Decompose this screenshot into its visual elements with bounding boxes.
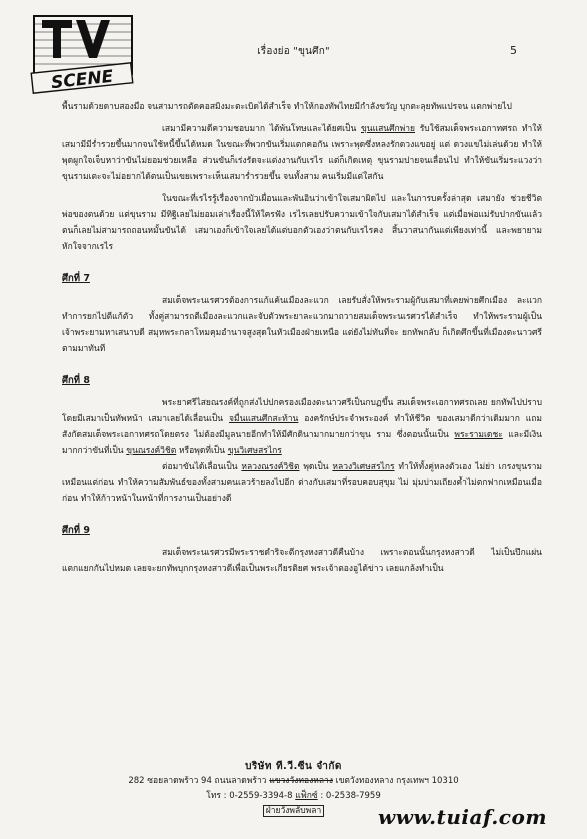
- paragraph: [62, 121, 542, 185]
- text-span: เสมามีความดีความชอบมาก ได้พ้นโทษและได้ยศเป็น: [162, 124, 361, 134]
- watermark: www.tuiaf.com: [378, 805, 547, 829]
- paragraph: สมเด็จพระนเรศวรต้องการแก้แค้นเมืองละแวก เลยรับสั่งให้พระรามผู้กับเสมาที่เคยพ่ายศึกเมือง ละแวก ทำการยกไปตีแก้ตัว ทั้งคู่สามารถตีเมืองละแวกและจับตัวพระยาละแวกมาถวายสมเด็จพระนเรศวรได้สำเร็จ ทำให้พระรามผู้เป็นเจ้าพระยามหาเสนาบดี สมุหพระกลาโหมคุมอำนาจสูงสุดในหัวเมืองฝ่ายเหนือ แต่ยังไม่ทันที่จะ ยกทัพกลับ ก็เกิดศึกขึ้นที่เมืองตะนาวศรีตามมาทันที: [62, 296, 542, 354]
- company-name: บริษัท ที.วี.ซีน จำกัด: [245, 761, 342, 772]
- stamp-text: ฝ่ายวังพลับพลา: [263, 805, 324, 817]
- text-span: พระยาศรีไสยณรงค์ที่ถูกส่งไปปกครองเมืองตะนาวศรีเป็นกบฏขึ้น สมเด็จพระเอกาทศรถเลย ยกทัพไปปราบโดยมีเสมาเป็นทัพหน้า เสมาเลยได้เลื่อนเป็น: [62, 398, 542, 424]
- underlined-title: จมื่นแสนศึกสะท้าน: [229, 414, 299, 424]
- document-body: [62, 99, 542, 577]
- scene-heading: ศึกที่ 8: [62, 375, 90, 386]
- page-number: 5: [510, 44, 517, 57]
- header-title: เรื่องย่อ "ขุนศึก": [257, 46, 330, 57]
- text-span: และมีเงินมากกว่าขันที่เป็น: [62, 430, 542, 456]
- underlined-title: พระรามเดชะ: [454, 430, 503, 440]
- paragraph: ในขณะที่เรไรรู้เรื่องจากบัวเผื่อนและพันอินว่าเข้าใจเสมาผิดไป และในการบครั้งล่าสุด เสมายัง ช่วยชีวิตพ่อของตนด้วย แต่ขุนราม มีทิฐิเลยไม่ยอมเล่าเรื่องนี้ให้ใครฟัง เรไรเลยปรับความเข้าใจกับเสมาได้สำเร็จ แต่เมื่อพ่อแม่รับปากขันแล้ว ตนก็เลยไม่สามารถถอนหมั้นขันได้ เสมาเองก็เข้าใจเลยได้แต่บอกตัวเองว่าตนกับเรไรคง สิ้นวาสนากันแต่เพียงเท่านี้ และพยายามหักใจจากเรไร: [62, 194, 542, 252]
- underlined-title: หลวงณรงค์วิชิต: [241, 462, 300, 472]
- underlined-title: ขุนวิเศษสรไกร: [227, 446, 282, 456]
- text-span: รับใช้สมเด็จพระเอกาทศรถ ทำให้เสมามีมีร่ำรวยขึ้นมากจนใช้หนี้ขึ้นได้หมด ในขณะที่พวกขันเริ่มแตกคอกัน เพราะพุดซึ่งหลงรักดวงแขอยู่ แต่ ดวงแขไม่เล่นด้วย ทำให้พุดผูกใจเจ็บหาว่าขันไม่ยอมช่วยเหลือ ส่วนขันก็เร่งรัดจะแต่งงานกับเรไร แต่ก็เกิดเหตุ ขุนรามปายจนเลื่อนไป ทำให้ขันเริ่มระแวงว่าขุนรามเตะจะไม่อยากได้ตนเป็นเขยเพราะเห็นเสมาร่ำรวยขึ้น จนทั้งสาม คนเริ่มมีแต่ใสกัน: [62, 124, 542, 182]
- underlined-title: หลวงวิเศษสรไกร: [332, 462, 395, 472]
- scene-heading: ศึกที่ 9: [62, 525, 90, 536]
- paragraph: [62, 395, 542, 459]
- text-span: หรือพุดที่เป็น: [176, 446, 228, 456]
- underlined-title: ขุนแสนศึกพ่าย: [361, 124, 415, 134]
- text-span: ต่อมาขันได้เลื่อนเป็น: [162, 462, 242, 472]
- paragraph: [62, 459, 542, 507]
- struck-text: แขวงวังทองหลาง: [269, 776, 333, 786]
- text-span: : 0-2538-7959: [317, 791, 381, 801]
- fax-label: แฟ็กซ์: [295, 791, 318, 801]
- paragraph: สมเด็จพระนเรศวรมีพระราชดำริจะตีกรุงหงสาวดีคืนบ้าง เพราะตอนนั้นกรุงหงสาวดี ไม่เป็นปึกแผ่น แตกแยกกันไปหมด เลยจะยกทัพบุกกรุงหงสาวดีเพื่อเป็นพระเกียรติยศ พระเจ้าตองอูได้ข่าว เลยแกล้งทำเป็น: [62, 548, 542, 574]
- company-address: [0, 774, 587, 789]
- text-span: โทร : 0-2559-3394-8: [206, 791, 296, 801]
- text-span: เขตวังทองหลาง กรุงเทพฯ 10310: [332, 776, 459, 786]
- text-span: ทำให้ทั้งคู่หลงตัวเอง ไม่ย่า เกรงขุนรามเหมือนแต่ก่อน ทำให้ความสัมพันธ์ของทั้งสามคนเลวร้ายลงไปอีก ต่างกับเสมาที่รอบคอบสุขุม ไม่ มุ่มบ่ามเถียงค้ำไม่ตกฟากเหมือนเมื่อก่อน ทำให้ก้าวหน้าในหน้าที่การงานเป็นอย่างดี: [62, 462, 542, 504]
- underlined-title: ขุนณรงค์วิชิต: [126, 446, 177, 456]
- svg-text:SCENE: SCENE: [50, 66, 115, 94]
- text-span: พุดเป็น: [299, 462, 333, 472]
- company-phone: [0, 789, 587, 804]
- text-span: 282 ซอยลาดพร้าว 94 ถนนลาดพร้าว: [128, 776, 270, 786]
- scene-heading: ศึกที่ 7: [62, 273, 90, 284]
- text-span: องครักษ์ประจำพระองค์ ทำให้ชีวิต ของเสมาดีกว่าเดิมมาก แถมสังกัดสมเด็จพระเอกาทศรถโดยตรง ไม่ต้องมีมูลนายอีกทำให้มีศักดินามากมายกว่าขุน ราม ซึ่งตอนนั้นเป็น: [62, 414, 542, 440]
- paragraph: พื้นรามด้วยดาบสองมือ จนสามารถตัดคอสมิงมะตะเบิดได้สำเร็จ ทำให้กองทัพไทยมีกำลังขวัญ บุกตะลุยทัพแปรจน แตกพ่ายไป: [62, 102, 512, 112]
